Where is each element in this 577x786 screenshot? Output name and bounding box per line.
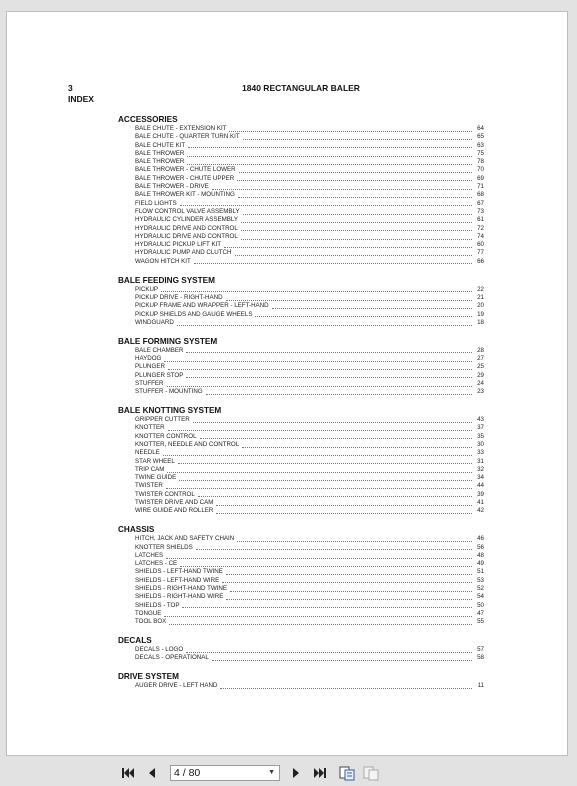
dot-leader <box>163 455 472 456</box>
toc-section <box>118 275 484 327</box>
toc-entry[interactable] <box>118 208 484 216</box>
dot-leader <box>161 291 472 292</box>
entry-label: HYDRAULIC PICKUP LIFT KIT <box>135 241 222 249</box>
toc-entry[interactable] <box>118 482 484 490</box>
entry-label: GRIPPER CUTTER <box>135 416 190 424</box>
entry-label: PICKUP FRAME AND WRAPPER - LEFT-HAND <box>135 302 269 310</box>
entry-page-number: 32 <box>477 465 484 473</box>
entry-page-number: 73 <box>477 207 484 215</box>
entry-label: BALE THROWER KIT - MOUNTING <box>135 191 235 199</box>
toc-entry[interactable] <box>118 424 484 432</box>
toc-entry[interactable] <box>118 491 484 499</box>
entry-label: HYDRAULIC DRIVE AND CONTROL <box>135 232 238 240</box>
entry-page-number: 58 <box>477 654 484 662</box>
toc-entry[interactable] <box>118 682 484 690</box>
toc-entry[interactable] <box>118 552 484 560</box>
section-title: DECALS <box>118 636 152 646</box>
dot-leader <box>242 447 472 448</box>
page-heading: INDEX <box>68 94 94 104</box>
toc-entry[interactable] <box>118 560 484 568</box>
dot-leader <box>241 222 472 223</box>
dot-leader <box>167 386 472 387</box>
chevron-down-icon: ▼ <box>268 769 275 776</box>
entry-label: KNOTTER SHIELDS <box>135 543 193 551</box>
dot-leader <box>168 430 472 431</box>
toc-entry[interactable] <box>118 133 484 141</box>
entry-page-number: 39 <box>477 490 484 498</box>
last-page-icon[interactable] <box>311 765 329 781</box>
entry-label: BALE CHUTE - EXTENSION KIT <box>135 125 227 132</box>
entry-page-number: 64 <box>477 125 484 132</box>
entry-label: TWISTER DRIVE AND CAM <box>135 499 214 507</box>
entry-page-number: 77 <box>477 249 484 257</box>
dot-leader <box>166 558 472 559</box>
toc-section <box>118 405 484 516</box>
toc-entry[interactable] <box>118 577 484 585</box>
entry-page-number: 67 <box>477 199 484 207</box>
dot-leader <box>178 463 472 464</box>
dot-leader <box>177 325 472 326</box>
first-page-icon[interactable] <box>119 765 137 781</box>
toc-entry[interactable] <box>118 233 484 241</box>
entry-label: STAR WHEEL <box>135 457 175 465</box>
entry-label: BALE CHAMBER <box>135 346 184 354</box>
entry-page-number: 23 <box>477 388 484 396</box>
entry-page-number: 66 <box>477 257 484 265</box>
toc-entry[interactable] <box>118 602 484 610</box>
entry-page-number: 78 <box>477 158 484 166</box>
entry-label: BALE THROWER - DRIVE <box>135 183 209 191</box>
toc-entry[interactable] <box>118 474 484 482</box>
entry-page-number: 72 <box>477 224 484 232</box>
dot-leader <box>188 147 472 148</box>
entry-page-number: 60 <box>477 241 484 249</box>
toc-entry[interactable] <box>118 166 484 174</box>
entry-page-number: 41 <box>477 499 484 507</box>
entry-label: SHIELDS - LEFT-HAND WIRE <box>135 576 220 584</box>
toc-entry[interactable] <box>118 225 484 233</box>
dot-leader <box>198 496 472 497</box>
previous-page-icon[interactable] <box>143 765 161 781</box>
entry-page-number: 21 <box>477 293 484 301</box>
entry-label: LATCHES - CE <box>135 560 178 568</box>
entry-label: FIELD LIGHTS <box>135 199 177 207</box>
dot-leader <box>182 607 472 608</box>
entry-label: WAGON HITCH KIT <box>135 257 191 265</box>
entry-page-number: 30 <box>477 440 484 448</box>
entry-page-number: 25 <box>477 363 484 371</box>
toc-entry[interactable] <box>118 286 484 294</box>
toc-entry[interactable] <box>118 535 484 543</box>
entry-page-number: 19 <box>477 310 484 318</box>
section-title: BALE FEEDING SYSTEM <box>118 275 215 285</box>
entry-label: BALE THROWER - CHUTE LOWER <box>135 166 236 174</box>
entry-page-number: 35 <box>477 432 484 440</box>
toc-entry[interactable] <box>118 416 484 424</box>
toc-entry[interactable] <box>118 466 484 474</box>
toc-entry[interactable] <box>118 593 484 601</box>
entry-page-number: 69 <box>477 174 484 182</box>
toc-entry[interactable] <box>118 175 484 183</box>
next-page-icon[interactable] <box>287 765 305 781</box>
entry-label: TONGUE <box>135 609 162 617</box>
toc-entry[interactable] <box>118 302 484 310</box>
entry-label: KNOTTER, NEEDLE AND CONTROL <box>135 440 240 448</box>
entry-page-number: 29 <box>477 371 484 379</box>
dot-leader <box>193 422 472 423</box>
toc-entry[interactable] <box>118 183 484 191</box>
toc-entry[interactable] <box>118 449 484 457</box>
entry-label: TWINE GUIDE <box>135 474 177 482</box>
entry-label: TOOL BOX <box>135 618 167 626</box>
page-paste-icon[interactable] <box>362 765 380 781</box>
entry-label: BALE THROWER <box>135 158 185 166</box>
toc-entry[interactable] <box>118 355 484 363</box>
toc-entry[interactable] <box>118 433 484 441</box>
entry-page-number: 28 <box>477 346 484 354</box>
entry-label: KNOTTER CONTROL <box>135 432 197 440</box>
page-copy-icon[interactable] <box>338 765 356 781</box>
dot-leader <box>186 652 472 653</box>
toc-entry[interactable] <box>118 347 484 355</box>
entry-page-number: 51 <box>477 568 484 576</box>
toc-section <box>118 336 484 397</box>
dot-leader <box>241 230 472 231</box>
entry-page-number: 34 <box>477 474 484 482</box>
entry-page-number: 50 <box>477 601 484 609</box>
entry-label: TWISTER CONTROL <box>135 490 195 498</box>
dot-leader <box>212 189 472 190</box>
dot-leader <box>230 591 472 592</box>
dot-leader <box>226 599 472 600</box>
entry-label: SHIELDS - RIGHT-HAND TWINE <box>135 585 228 593</box>
toc-entry[interactable] <box>118 499 484 507</box>
toc-entry[interactable] <box>118 311 484 319</box>
entry-page-number: 71 <box>477 183 484 191</box>
dot-leader <box>243 214 472 215</box>
entry-page-number: 22 <box>477 285 484 293</box>
dot-leader <box>272 308 472 309</box>
toc-entry[interactable] <box>118 568 484 576</box>
dot-leader <box>229 131 472 132</box>
entry-page-number: 61 <box>477 216 484 224</box>
section-title: CHASSIS <box>118 525 155 535</box>
toc-entry[interactable] <box>118 458 484 466</box>
dot-leader <box>241 239 472 240</box>
toc-entry[interactable] <box>118 654 484 662</box>
toc-entry[interactable] <box>118 618 484 626</box>
entry-label: PLUNGER STOP <box>135 371 184 379</box>
entry-page-number: 27 <box>477 355 484 363</box>
toc-entry[interactable] <box>118 441 484 449</box>
dot-leader <box>194 263 472 264</box>
toc-section <box>118 671 484 690</box>
dot-leader <box>169 624 472 625</box>
dot-leader <box>167 472 472 473</box>
entry-page-number: 20 <box>477 302 484 310</box>
entry-page-number: 43 <box>477 416 484 424</box>
entry-page-number: 11 <box>477 682 484 690</box>
entry-page-number: 44 <box>477 482 484 490</box>
dot-leader <box>164 616 472 617</box>
entry-label: PICKUP DRIVE - RIGHT-HAND <box>135 293 223 301</box>
entry-page-number: 31 <box>477 457 484 465</box>
dot-leader <box>166 488 472 489</box>
entry-label: NEEDLE <box>135 449 160 457</box>
toc-entry[interactable] <box>118 258 484 266</box>
entry-page-number: 57 <box>477 646 484 654</box>
dot-leader <box>196 549 472 550</box>
toc-entry[interactable] <box>118 372 484 380</box>
toc-entry[interactable] <box>118 249 484 257</box>
entry-page-number: 24 <box>477 379 484 387</box>
toc-section <box>118 635 484 663</box>
dot-leader <box>187 164 472 165</box>
entry-page-number: 18 <box>477 318 484 326</box>
dot-leader <box>255 316 472 317</box>
toc-entry[interactable] <box>118 585 484 593</box>
document-page <box>6 11 568 756</box>
dot-leader <box>187 156 472 157</box>
entry-label: TWISTER <box>135 482 163 490</box>
entry-page-number: 48 <box>477 551 484 559</box>
entry-label: PICKUP SHIELDS AND GAUGE WHEELS <box>135 310 253 318</box>
table-of-contents <box>118 114 484 699</box>
dot-leader <box>239 172 472 173</box>
toc-entry[interactable] <box>118 191 484 199</box>
entry-page-number: 37 <box>477 424 484 432</box>
entry-label: HYDRAULIC CYLINDER ASSEMBLY <box>135 216 239 224</box>
dot-leader <box>243 139 472 140</box>
dot-leader <box>212 660 472 661</box>
entry-label: BALE THROWER - CHUTE UPPER <box>135 174 235 182</box>
toc-entry[interactable] <box>118 216 484 224</box>
entry-label: WIRE GUIDE AND ROLLER <box>135 507 214 515</box>
entry-label: HYDRAULIC DRIVE AND CONTROL <box>135 224 238 232</box>
toc-entry[interactable] <box>118 388 484 396</box>
dot-leader <box>186 377 472 378</box>
toc-entry[interactable] <box>118 158 484 166</box>
entry-label: PICKUP <box>135 285 159 293</box>
entry-label: DECALS - LOGO <box>135 646 184 654</box>
entry-label: SHIELDS - RIGHT-HAND WIRE <box>135 593 224 601</box>
section-title: DRIVE SYSTEM <box>118 672 179 682</box>
entry-label: SHIELDS - TOP <box>135 601 180 609</box>
dot-leader <box>238 197 472 198</box>
section-title: BALE KNOTTING SYSTEM <box>118 406 222 416</box>
dot-leader <box>237 541 472 542</box>
entry-page-number: 74 <box>477 232 484 240</box>
toc-entry[interactable] <box>118 610 484 618</box>
entry-page-number: 42 <box>477 507 484 515</box>
dot-leader <box>216 513 472 514</box>
dot-leader <box>226 574 472 575</box>
section-title: BALE FORMING SYSTEM <box>118 336 218 346</box>
toc-entry[interactable] <box>118 380 484 388</box>
entry-label: KNOTTER <box>135 424 165 432</box>
dot-leader <box>216 505 472 506</box>
dot-leader <box>222 582 472 583</box>
entry-page-number: 33 <box>477 449 484 457</box>
toc-entry[interactable] <box>118 294 484 302</box>
entry-label: STUFFER <box>135 379 164 387</box>
dot-leader <box>180 566 472 567</box>
dot-leader <box>224 247 472 248</box>
dot-leader <box>179 480 472 481</box>
entry-label: TRIP CAM <box>135 465 165 473</box>
dot-leader <box>168 369 472 370</box>
toc-entry[interactable] <box>118 241 484 249</box>
toc-entry[interactable] <box>118 125 484 133</box>
entry-label: HAYDOG <box>135 355 162 363</box>
entry-page-number: 55 <box>477 618 484 626</box>
entry-page-number: 54 <box>477 593 484 601</box>
dot-leader <box>206 394 472 395</box>
toc-entry[interactable] <box>118 646 484 654</box>
toc-entry[interactable] <box>118 319 484 327</box>
entry-page-number: 70 <box>477 166 484 174</box>
entry-page-number: 56 <box>477 543 484 551</box>
dot-leader <box>235 255 473 256</box>
page-number: 3 <box>68 83 73 93</box>
entry-label: SHIELDS - LEFT-HAND TWINE <box>135 568 223 576</box>
dot-leader <box>180 205 472 206</box>
entry-label: FLOW CONTROL VALVE ASSEMBLY <box>135 207 240 215</box>
toc-entry[interactable] <box>118 363 484 371</box>
section-title: ACCESSORIES <box>118 115 178 124</box>
entry-page-number: 68 <box>477 191 484 199</box>
entry-page-number: 65 <box>477 133 484 141</box>
entry-label: PLUNGER <box>135 363 165 371</box>
entry-label: WINDGUARD <box>135 318 174 326</box>
toc-section <box>118 114 484 266</box>
entry-label: LATCHES <box>135 551 164 559</box>
entry-page-number: 75 <box>477 149 484 157</box>
dot-leader <box>164 361 472 362</box>
entry-label: HITCH, JACK AND SAFETY CHAIN <box>135 535 235 543</box>
entry-page-number: 63 <box>477 141 484 149</box>
page-indicator: 4 / 80 <box>174 767 201 779</box>
dot-leader <box>226 300 472 301</box>
document-title: 1840 RECTANGULAR BALER <box>242 83 360 93</box>
dot-leader <box>200 438 472 439</box>
page-number-select[interactable] <box>170 765 280 781</box>
toc-entry[interactable] <box>118 507 484 515</box>
dot-leader <box>237 180 472 181</box>
entry-label: BALE THROWER <box>135 149 185 157</box>
toc-entry[interactable] <box>118 150 484 158</box>
dot-leader <box>220 688 472 689</box>
entry-label: BALE CHUTE KIT <box>135 141 186 149</box>
entry-page-number: 47 <box>477 609 484 617</box>
toc-section <box>118 524 484 626</box>
toc-entry[interactable] <box>118 544 484 552</box>
entry-page-number: 52 <box>477 585 484 593</box>
entry-page-number: 53 <box>477 576 484 584</box>
entry-page-number: 46 <box>477 535 484 543</box>
toc-entry[interactable] <box>118 200 484 208</box>
entry-label: STUFFER - MOUNTING <box>135 388 203 396</box>
entry-page-number: 49 <box>477 560 484 568</box>
entry-label: DECALS - OPERATIONAL <box>135 654 209 662</box>
entry-label: AUGER DRIVE - LEFT HAND <box>135 682 218 690</box>
entry-label: HYDRAULIC PUMP AND CLUTCH <box>135 249 232 257</box>
toc-entry[interactable] <box>118 142 484 150</box>
entry-label: BALE CHUTE - QUARTER TURN KIT <box>135 133 240 141</box>
dot-leader <box>186 352 472 353</box>
